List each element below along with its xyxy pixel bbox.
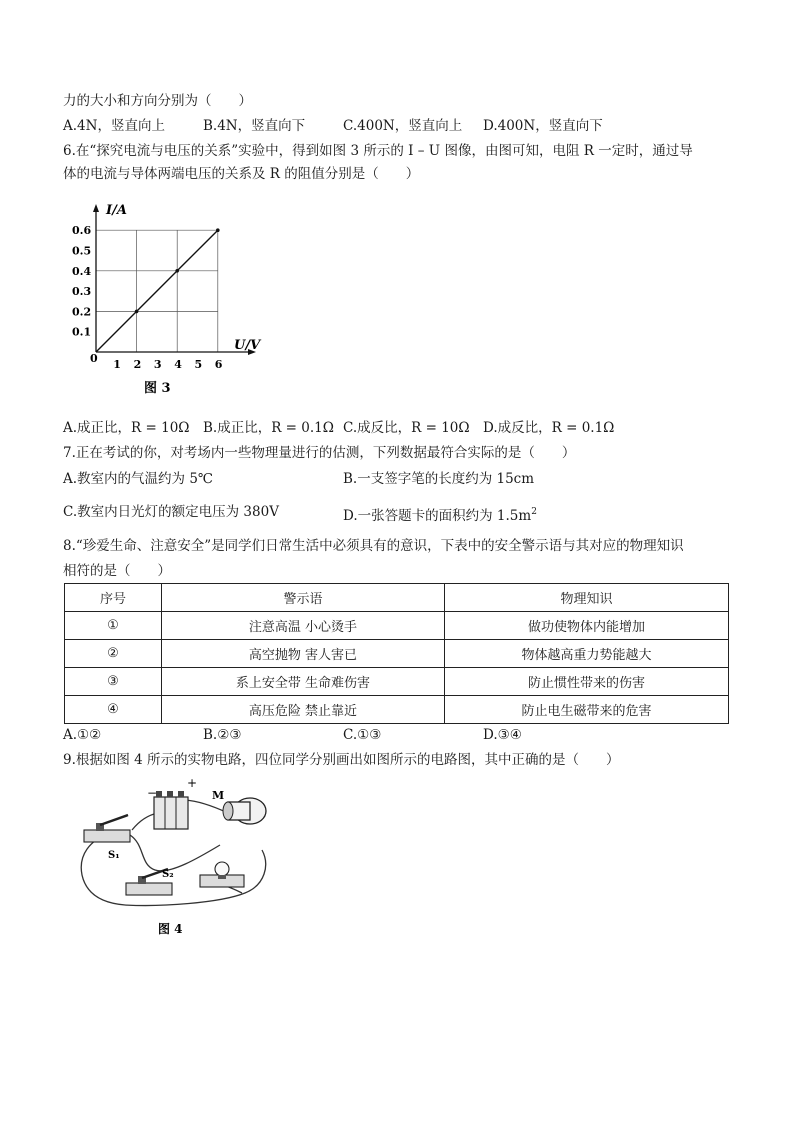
q5-option-a: A.4N，竖直向上: [63, 118, 165, 134]
row-number: ③: [65, 668, 162, 696]
q8-option-a: A.①②: [63, 727, 102, 743]
x-tick-label: 3: [153, 358, 162, 371]
row-warning: 注意高温 小心烫手: [162, 612, 445, 640]
x-axis-label: U/V: [234, 338, 261, 353]
table-row: [65, 612, 729, 640]
y-tick-label: 0.3: [72, 285, 92, 299]
q7-option-a: A.教室内的气温约为 5℃: [63, 471, 214, 487]
series-line: [96, 230, 218, 352]
y-tick-label: 0.5: [72, 244, 92, 258]
y-axis-label: I/A: [106, 203, 127, 218]
row-physics: 防止电生磁带来的危害: [445, 696, 729, 724]
q8-option-c: C.①③: [343, 727, 382, 743]
origin-label: 0: [90, 352, 98, 365]
iu-graph: [70, 196, 280, 396]
y-tick-label: 0.2: [72, 305, 92, 319]
q5-option-d: D.400N，竖直向下: [483, 118, 603, 134]
row-warning: 高空抛物 害人害已: [162, 640, 445, 668]
y-axis-arrow: [93, 204, 99, 212]
q7-option-c: C.教室内日光灯的额定电压为 380V: [63, 504, 279, 520]
q8-stem-line1: 8.“珍爱生命、注意安全”是同学们日常生活中必须具有的意识，下表中的安全警示语与其对应的物理知识: [63, 538, 684, 554]
circuit-photo-figure: [70, 775, 280, 940]
q7-stem: 7.正在考试的你，对考场内一些物理量进行的估测，下列数据最符合实际的是（ ）: [63, 445, 576, 461]
q6-stem-line2: 体的电流与导体两端电压的关系及 R 的阻值分别是（ ）: [63, 166, 420, 182]
q7-option-d-superscript: 2: [531, 507, 537, 517]
row-number: ②: [65, 640, 162, 668]
x-tick-label: 1: [113, 358, 121, 371]
q6-option-a: A.成正比，R = 10Ω: [63, 420, 190, 436]
row-physics: 物体越高重力势能越大: [445, 640, 729, 668]
y-tick-label: 0.4: [72, 264, 92, 278]
safety-table: [64, 583, 729, 724]
figure-3-caption: 图 3: [144, 381, 171, 396]
q7-option-d: [343, 502, 537, 526]
motor-label: M: [212, 789, 225, 802]
data-point: [175, 269, 179, 273]
q5-option-c: C.400N，竖直向上: [343, 118, 463, 134]
figure-4-caption: 图 4: [158, 922, 183, 936]
switch-s2-label: S₂: [162, 869, 174, 880]
header-warning: 警示语: [162, 584, 445, 612]
table-row: [65, 668, 729, 696]
row-number: ①: [65, 612, 162, 640]
x-tick-label: 4: [174, 358, 182, 371]
table-header-row: [65, 584, 729, 612]
data-point: [135, 310, 139, 314]
q6-option-d: D.成反比，R = 0.1Ω: [483, 420, 615, 436]
q5-stem-tail: 力的大小和方向分别为（ ）: [63, 93, 252, 109]
y-tick-label: 0.6: [72, 224, 92, 238]
battery-plus-label: +: [187, 776, 198, 790]
row-physics: 防止惯性带来的伤害: [445, 668, 729, 696]
row-warning: 系上安全带 生命难伤害: [162, 668, 445, 696]
table-row: [65, 640, 729, 668]
q8-option-b: B.②③: [203, 727, 242, 743]
switch-s1-label: S₁: [108, 850, 120, 861]
row-physics: 做功使物体内能增加: [445, 612, 729, 640]
q8-option-d: D.③④: [483, 727, 522, 743]
q6-option-b: B.成正比，R = 0.1Ω: [203, 420, 334, 436]
battery-minus-label: −: [147, 786, 158, 800]
q7-option-d-text: D.一张答题卡的面积约为 1.5m: [343, 508, 532, 524]
q5-option-b: B.4N，竖直向下: [203, 118, 306, 134]
row-number: ④: [65, 696, 162, 724]
header-physics: 物理知识: [445, 584, 729, 612]
x-tick-label: 2: [133, 358, 142, 371]
q6-option-c: C.成反比，R = 10Ω: [343, 420, 470, 436]
x-tick-label: 5: [194, 358, 203, 371]
data-point: [216, 228, 220, 232]
header-number: 序号: [65, 584, 162, 612]
row-warning: 高压危险 禁止靠近: [162, 696, 445, 724]
q6-stem-line1: 6.在“探究电流与电压的关系”实验中，得到如图 3 所示的 I – U 图像，由图可知，电阻 R 一定时，通过导: [63, 143, 693, 159]
table-row: [65, 696, 729, 724]
q8-stem-line2: 相符的是（ ）: [63, 563, 171, 579]
x-tick-label: 6: [214, 358, 223, 371]
q9-stem: 9.根据如图 4 所示的实物电路，四位同学分别画出如图所示的电路图，其中正确的是（ ）: [63, 752, 620, 768]
q7-option-b: B.一支签字笔的长度约为 15cm: [343, 471, 535, 487]
y-tick-label: 0.1: [72, 325, 92, 339]
